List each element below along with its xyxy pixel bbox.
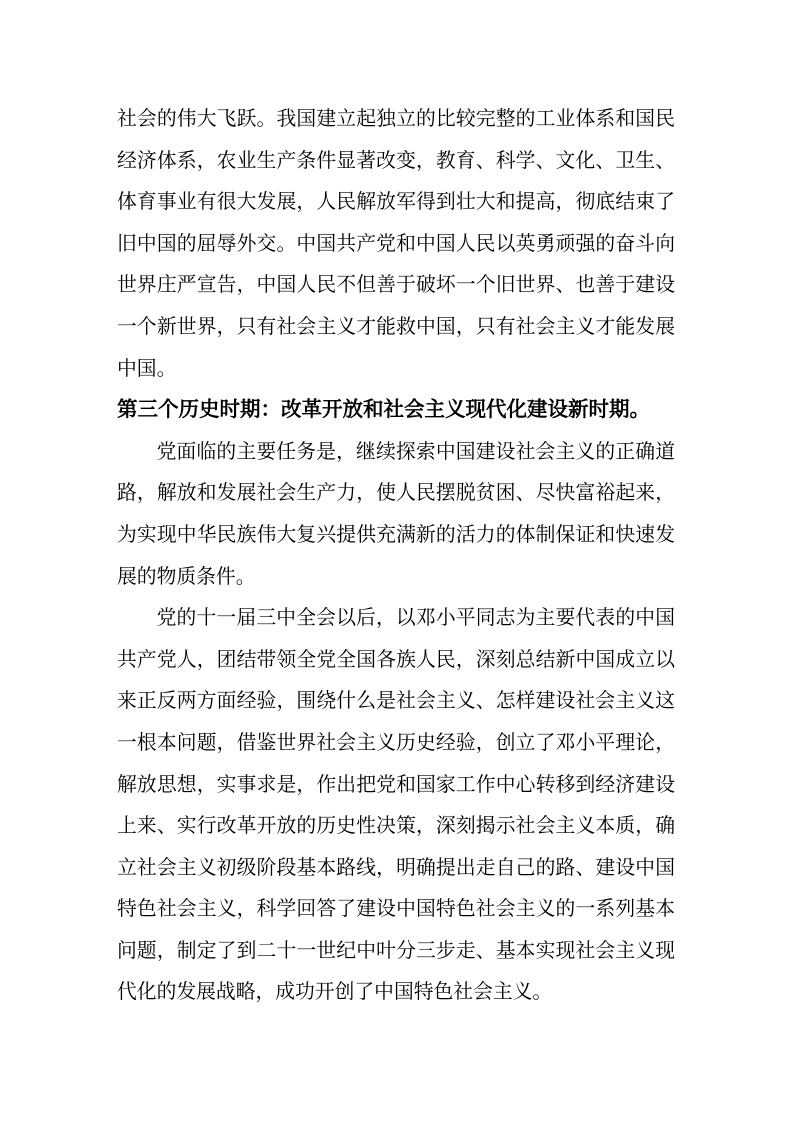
text-line: 代化的发展战略，成功开创了中国特色社会主义。 (117, 981, 553, 1004)
paragraph-main-tasks (117, 432, 675, 598)
text-line: 世界庄严宣告，中国人民不但善于破坏一个旧世界、也善于建设 (117, 274, 675, 297)
text-line: 立社会主义初级阶段基本路线，明确提出走自己的路、建设中国 (117, 856, 675, 879)
text-line: 经济体系，农业生产条件显著改变，教育、科学、文化、卫生、 (117, 149, 675, 172)
text-line: 党的十一届三中全会以后，以邓小平同志为主要代表的中国 (156, 607, 675, 630)
text-line: 一根本问题，借鉴世界社会主义历史经验，创立了邓小平理论， (117, 731, 675, 754)
paragraph-continuation (117, 99, 675, 390)
section-heading-third-period (117, 390, 675, 432)
text-line: 党面临的主要任务是，继续探索中国建设社会主义的正确道 (156, 440, 675, 463)
text-block (117, 99, 675, 1014)
text-line: 展的物质条件。 (117, 565, 256, 588)
text-line: 社会的伟大飞跃。我国建立起独立的比较完整的工业体系和国民 (117, 108, 675, 130)
paragraph-third-plenum (117, 598, 675, 1014)
text-line: 解放思想，实事求是，作出把党和国家工作中心转移到经济建设 (117, 773, 675, 796)
text-line: 上来、实行改革开放的历史性决策，深刻揭示社会主义本质，确 (117, 815, 675, 838)
text-line: 旧中国的屈辱外交。中国共产党和中国人民以英勇顽强的奋斗向 (117, 232, 675, 255)
text-line: 特色社会主义，科学回答了建设中国特色社会主义的一系列基本 (117, 898, 675, 921)
text-line: 路，解放和发展社会生产力，使人民摆脱贫困、尽快富裕起来， (117, 482, 675, 505)
text-line: 第三个历史时期：改革开放和社会主义现代化建设新时期。 (117, 399, 650, 422)
text-line: 共产党人，团结带领全党全国各族人民，深刻总结新中国成立以 (117, 648, 675, 671)
text-line: 中国。 (117, 357, 177, 380)
text-line: 问题，制定了到二十一世纪中叶分三步走、基本实现社会主义现 (117, 939, 675, 962)
text-line: 来正反两方面经验，围绕什么是社会主义、怎样建设社会主义这 (117, 690, 675, 713)
text-line: 一个新世界，只有社会主义才能救中国，只有社会主义才能发展 (117, 315, 675, 338)
text-line: 为实现中华民族伟大复兴提供充满新的活力的体制保证和快速发 (117, 523, 675, 546)
text-line: 体育事业有很大发展，人民解放军得到壮大和提高，彻底结束了 (117, 191, 675, 214)
